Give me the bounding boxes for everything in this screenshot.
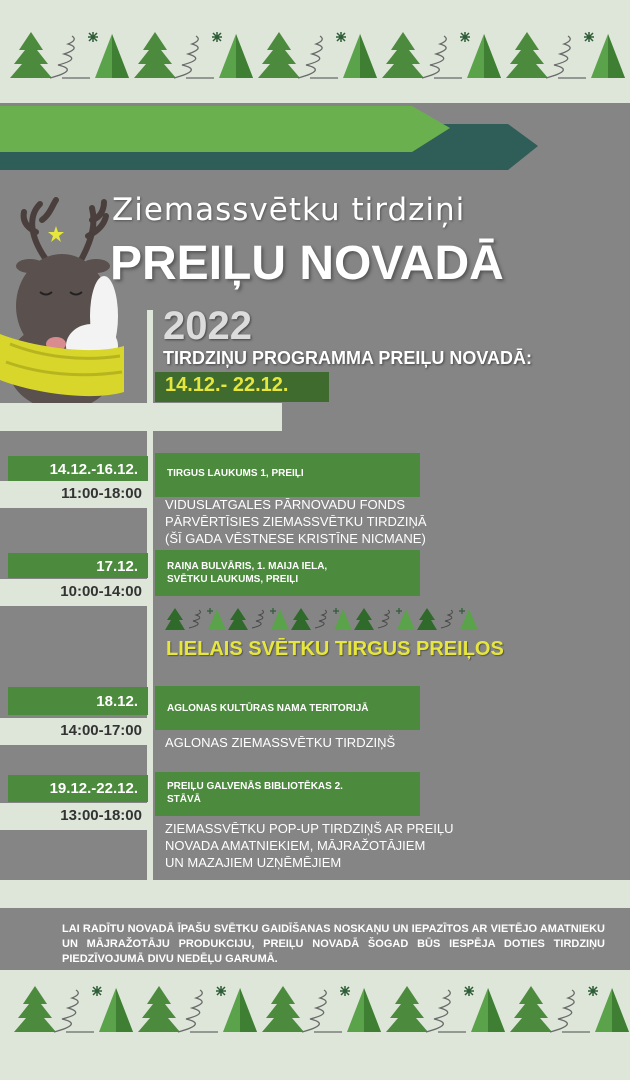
bottom-separator [0, 880, 630, 908]
event-time-box [0, 718, 152, 745]
event-date: 14.12.-16.12. [49, 461, 138, 478]
event-time-box [0, 481, 152, 508]
date-range-box [155, 372, 329, 402]
separator-bar [0, 403, 282, 431]
event-time-box [0, 803, 152, 830]
event-location: PREIĻU GALVENĀS BIBLIOTĒKAS 2. STĀVĀ [167, 781, 343, 805]
event-location-box [155, 686, 420, 730]
page-title: PREIĻU NOVADĀ [110, 237, 504, 290]
event-location-box [155, 453, 420, 497]
event-date: 19.12.-22.12. [49, 780, 138, 797]
top-tree-border [0, 28, 630, 80]
footer-text: LAI RADĪTU NOVADĀ ĪPAŠU SVĒTKU GAIDĪŠANAS NOSKAŅU UN IEPAZĪTOS AR VIETĒJO AMATNIEKU UN MĀJRAŽOTĀJU PRODUKCIJU, PREIĻU NOVADĀ ŠOGAD BŪS IESPĒJA DOTIES TIRDZIŅU PIEDZĪVOJUMĀ DIVU NEDĒĻU GARUMĀ. [62, 923, 605, 965]
pine-tree-icon [10, 32, 52, 78]
event-time: 10:00-14:00 [60, 583, 142, 600]
triangle-tree-icon [208, 609, 226, 630]
event-time: 13:00-18:00 [60, 807, 142, 824]
star-icon [88, 32, 98, 42]
bottom-tree-border [0, 982, 630, 1034]
event-description: ZIEMASSVĒTKU POP-UP TIRDZIŅŠ AR PREIĻU NOVADA AMATNIEKIEM, MĀJRAŽOTĀJIEM UN MAZAJIEM UZŅĒMĒJIEM [165, 821, 454, 870]
event-location: RAIŅA BULVĀRIS, 1. MAIJA IELA, SVĒTKU LAUKUMS, PREIĻI [167, 561, 328, 585]
event-date-box [8, 687, 148, 715]
small-tree-border [163, 606, 478, 632]
event-time-box [0, 579, 152, 606]
pine-tree-icon [165, 608, 185, 630]
triangle-tree-icon [95, 34, 129, 78]
event-description: VIDUSLATGALES PĀRNOVADU FONDS PĀRVĒRTĪSIES ZIEMASSVĒTKU TIRDZIŅĀ (ŠĪ GADA VĒSTNESE KRISTĪNE NICMANE) [165, 497, 427, 546]
event-date: 18.12. [96, 693, 138, 710]
header-ribbon [0, 106, 540, 170]
title-line1: Ziemassvētku tirdziņi [112, 192, 466, 228]
event-time: 11:00-18:00 [61, 485, 142, 502]
program-title: TIRDZIŅU PROGRAMMA PREIĻU NOVADĀ: [163, 348, 532, 368]
spiral-tree-icon [189, 610, 200, 628]
highlight-title: LIELAIS SVĒTKU TIRGUS PREIĻOS [166, 638, 504, 660]
event-date-box [8, 456, 148, 481]
event-date-box [8, 553, 148, 578]
spiral-tree-icon [50, 36, 90, 78]
event-time: 14:00-17:00 [60, 722, 142, 739]
event-description: AGLONAS ZIEMASSVĒTKU TIRDZIŅŠ [165, 735, 396, 750]
date-range: 14.12.- 22.12. [165, 374, 289, 396]
event-date-box [8, 775, 148, 802]
event-location: AGLONAS KULTŪRAS NAMA TERITORIJĀ [167, 703, 369, 714]
event-location: TIRGUS LAUKUMS 1, PREIĻI [167, 468, 304, 479]
event-date: 17.12. [96, 558, 138, 575]
event-location-box [155, 772, 420, 816]
star-icon [207, 608, 213, 614]
reindeer-illustration [0, 196, 130, 406]
event-location-box [155, 550, 420, 596]
year-label: 2022 [163, 304, 252, 348]
